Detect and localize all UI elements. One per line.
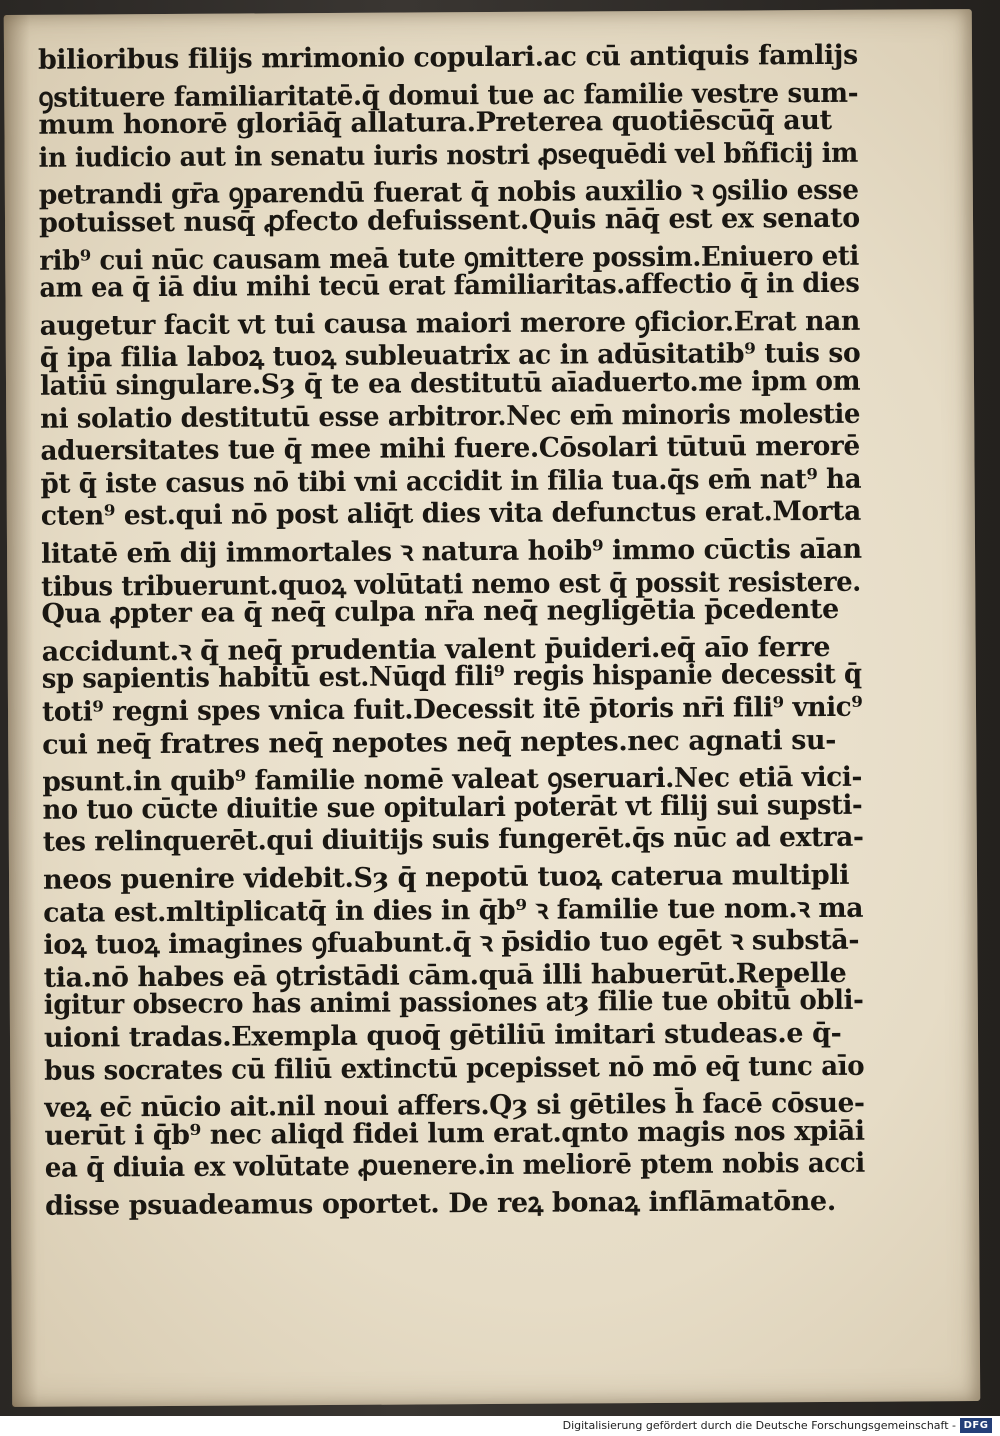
text-line: ꝯstituere familiaritatē.q̄ domui tue ac familie vestre sum-: [38, 77, 859, 114]
text-line: rib⁹ cui nūc causam meā tute ꝯmittere possim.Eniuero eti: [39, 240, 860, 277]
text-line: uioni tradas.Exempla quoq̄ gētiliū imitari studeas.e q̄-: [43, 1017, 842, 1054]
text-line: potuisset nusq̄ ꝓfecto defuissent.Quis nāq̄ est ex senato: [38, 202, 860, 239]
text-line: disse psuadeamus oportet. De reꝝ bonaꝝ inflāmatōne.: [44, 1185, 836, 1222]
text-line: psunt.in quib⁹ familie nomē valeat ꝯseruari.Nec etiā vici-: [42, 761, 863, 798]
text-line: neos puenire videbit.Sȝ q̄ nepotū tuoꝝ caterua multipli: [42, 859, 850, 896]
footer-bar: [0, 1416, 1000, 1436]
book-page: [4, 9, 980, 1407]
text-line: veꝝ ec̄ nūcio ait.nil noui affers.Qȝ si gētiles h̄ facē cōsue-: [44, 1087, 865, 1124]
text-line: in iudicio aut in senatu iuris nostri ꝓsequēdi vel bñficij im: [38, 137, 858, 174]
text-line: tes relinquerēt.qui diuitijs suis fungerēt.q̄s nūc ad extra-: [42, 822, 864, 859]
text-line: tibus tribuerunt.quoꝝ volūtati nemo est q̄ possit resistere.: [41, 566, 861, 603]
text-line: augetur facit vt tui causa maiori merore ꝯficior.Erat nan: [39, 305, 861, 342]
text-block: [38, 40, 875, 1245]
text-line: igitur obsecro has animi passiones atȝ filie tue obitū obli-: [43, 985, 864, 1022]
text-line: mum honorē gloriāq̄ allatura.Preterea quotiēscūq̄ aut: [38, 105, 832, 141]
text-line: bilioribus filijs mrimonio copulari.ac cū antiquis famlijs: [37, 39, 858, 76]
text-line: cui neq̄ fratres neq̄ nepotes neq̄ neptes.nec agnati su-: [42, 724, 837, 761]
text-line: p̄t q̄ iste casus nō tibi vni accidit in filia tua.q̄s em̄ nat⁹ ha: [40, 463, 862, 500]
text-line: cata est.mltiplicatq̄ in dies in q̄b⁹ ꝛ familie tue nom.ꝛ ma: [43, 892, 864, 929]
text-line: uerūt i q̄b⁹ nec aliqd fidei lum erat.qnto magis nos xpiāi: [44, 1115, 865, 1152]
text-line: bus socrates cū filiū extinctū pcepisset nō mō eq̄ tunc aīo: [44, 1050, 865, 1087]
text-line: q̄ ipa filia laboꝝ tuoꝝ subleuatrix ac in adūsitatib⁹ tuis so: [39, 338, 861, 375]
text-line: ea q̄ diuia ex volūtate ꝓuenere.in meliorē ptem nobis acci: [44, 1148, 865, 1185]
funding-notice: Digitalisierung gefördert durch die Deutsche Forschungsgemeinschaft -: [562, 1419, 956, 1432]
text-line: ioꝝ tuoꝝ imagines ꝯfuabunt.q̄ ꝛ p̄sidio tuo egēt ꝛ substā-: [43, 924, 860, 961]
text-line: toti⁹ regni spes vnica fuit.Decessit itē p̄toris nr̄i fili⁹ vnic⁹: [41, 691, 863, 728]
text-line: litatē em̄ dij immortales ꝛ natura hoib⁹ immo cūctis aīan: [40, 533, 862, 570]
text-line: latiū singulare.Sȝ q̄ te ea destitutū aīaduerto.me ipm om: [39, 365, 861, 402]
text-line: sp sapientis habitū est.Nūqd fili⁹ regis hispanie decessit q̄: [41, 659, 862, 696]
text-line: Qua ꝓpter ea q̄ neq̄ culpa nr̄a neq̄ negligētia p̄cedente: [41, 594, 839, 630]
text-line: cten⁹ est.qui nō post aliq̄t dies vita defunctus erat.Morta: [40, 496, 861, 533]
text-line: am ea q̄ iā diu mihi tecū erat familiaritas.affectio q̄ in dies: [39, 267, 860, 304]
text-line: aduersitates tue q̄ mee mihi fuere.Cōsolari tūtuū merorē: [40, 430, 860, 467]
text-line: petrandi gr̄a ꝯparendū fuerat q̄ nobis auxilio ꝛ ꝯsilio esse: [38, 175, 859, 212]
text-line: tia.nō habes eā ꝯtristādi cām.quā illi habuerūt.Repelle: [43, 957, 847, 994]
text-line: accidunt.ꝛ q̄ neq̄ prudentia valent p̄uideri.eq̄ aīo ferre: [41, 631, 831, 668]
dfg-logo[interactable]: DFG: [960, 1418, 992, 1433]
text-line: ni solatio destitutū esse arbitror.Nec em̄ minoris molestie: [40, 398, 861, 435]
text-line: no tuo cūcte diuitie sue opitulari poterāt vt filij sui supsti-: [42, 789, 863, 826]
